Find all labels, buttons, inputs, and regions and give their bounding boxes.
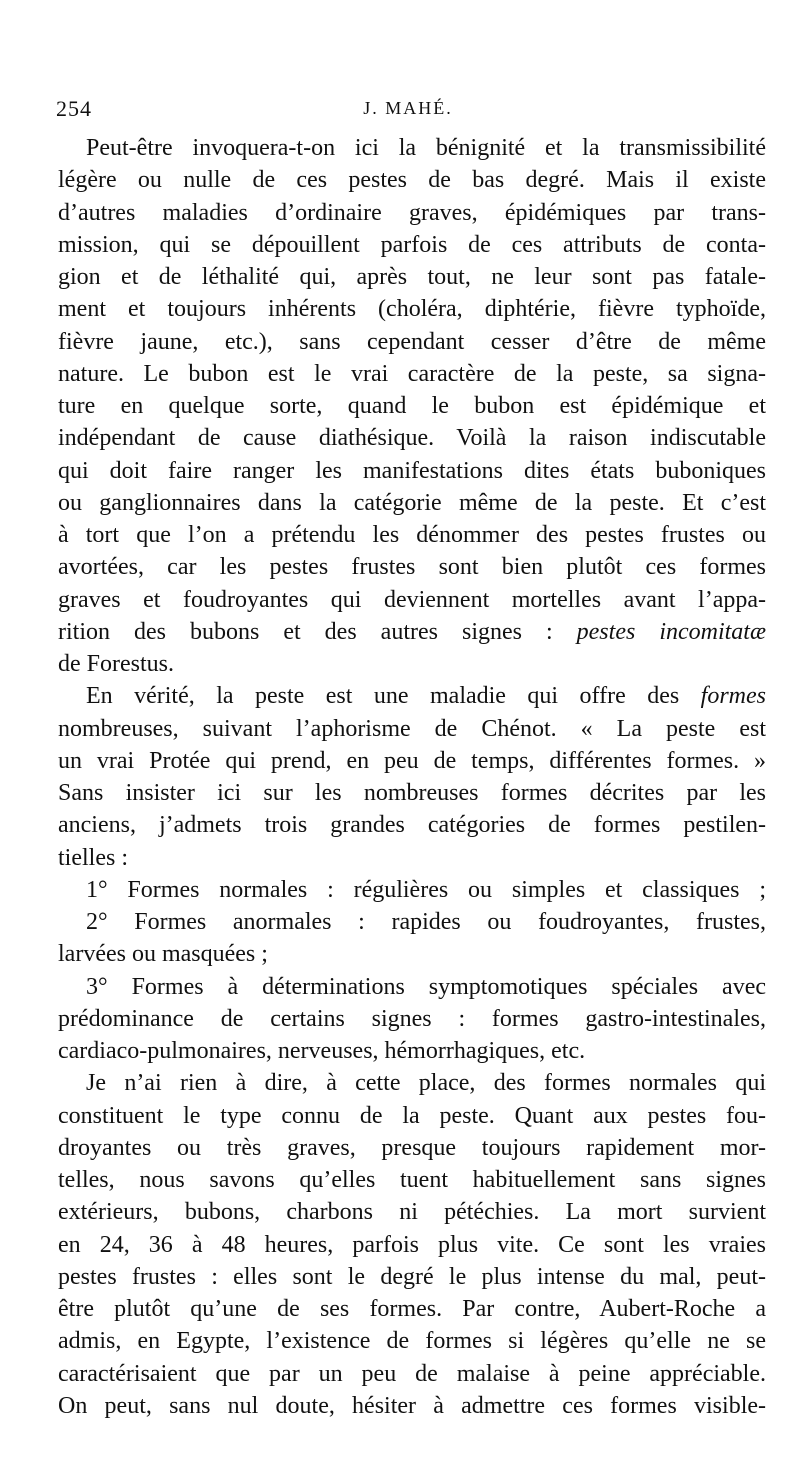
- text-line-with-italic: [58, 680, 766, 712]
- text-line: prédominance de certains signes : formes gastro-intestinales,: [58, 1005, 766, 1032]
- text-line: à tort que l’on a prétendu les dénommer des pestes frustes ou: [58, 522, 766, 548]
- text-line: ment et toujours inhérents (choléra, diphtérie, fièvre typhoïde,: [58, 296, 766, 323]
- text-line: constituent le type connu de la peste. Quant aux pestes fou-: [58, 1102, 766, 1129]
- text-line: pestes frustes : elles sont le degré le plus intense du mal, peut-: [58, 1263, 766, 1290]
- list-item-3: 3° Formes à déterminations symptomotiques spéciales avec: [86, 973, 766, 1000]
- page-number: 254: [56, 96, 92, 121]
- italic-term: pestes incomitatæ: [576, 618, 766, 645]
- text-line: Sans insister ici sur les nombreuses formes décrites par les: [58, 780, 766, 806]
- text-line: avortées, car les pestes frustes sont bien plutôt ces formes: [58, 554, 766, 581]
- text-line: cardiaco-pulmonaires, nerveuses, hémorrhagiques, etc.: [58, 1038, 586, 1064]
- text-line-with-italic: [58, 616, 766, 648]
- text-line: larvées ou masquées ;: [58, 941, 268, 968]
- text-line: admis, en Egypte, l’existence de formes si légères qu’elle ne se: [58, 1328, 766, 1355]
- text-line: un vrai Protée qui prend, en peu de temps, différentes formes. »: [58, 747, 766, 774]
- text-line: être plutôt qu’une de ses formes. Par contre, Aubert-Roche a: [58, 1296, 766, 1322]
- list-item-1: 1° Formes normales : régulières ou simples et classiques ;: [86, 876, 766, 903]
- body-text: [58, 132, 766, 1422]
- text-line: caractérisaient que par un peu de malaise à peine appréciable.: [58, 1360, 766, 1387]
- text-line: nombreuses, suivant l’aphorisme de Chénot. « La peste est: [58, 715, 766, 742]
- text-line: d’autres maladies d’ordinaire graves, épidémiques par trans-: [58, 199, 766, 226]
- running-head: J. MAHÉ.: [363, 98, 453, 118]
- text-line: On peut, sans nul doute, hésiter à admettre ces formes visible-: [58, 1392, 766, 1419]
- text-line: ou ganglionnaires dans la catégorie même de la peste. Et c’est: [58, 489, 766, 516]
- text-line: de Forestus.: [58, 651, 174, 677]
- text-line: mission, qui se dépouillent parfois de ces attributs de conta-: [58, 231, 766, 258]
- text-segment: rition des bubons et des autres signes :: [58, 618, 577, 645]
- text-line: ture en quelque sorte, quand le bubon est épidémique et: [58, 393, 766, 419]
- text-line: graves et foudroyantes qui deviennent mortelles avant l’appa-: [58, 586, 766, 613]
- text-line: Je n’ai rien à dire, à cette place, des formes normales qui: [86, 1070, 766, 1097]
- text-line: tielles :: [58, 844, 128, 871]
- text-line: légère ou nulle de ces pestes de bas degré. Mais il existe: [58, 167, 766, 194]
- text-line: indépendant de cause diathésique. Voilà la raison indiscutable: [58, 425, 766, 452]
- text-line: qui doit faire ranger les manifestations dites états buboniques: [58, 457, 766, 484]
- page-header: [52, 96, 764, 126]
- text-line: anciens, j’admets trois grandes catégories de formes pestilen-: [58, 812, 766, 839]
- text-line: extérieurs, bubons, charbons ni pétéchies. La mort survient: [58, 1199, 766, 1226]
- text-line: fièvre jaune, etc.), sans cependant cesser d’être de même: [58, 328, 766, 355]
- text-line: nature. Le bubon est le vrai caractère de la peste, sa signa-: [58, 360, 766, 387]
- list-item-2: 2° Formes anormales : rapides ou foudroyantes, frustes,: [86, 909, 766, 935]
- text-line: Peut-être invoquera-t-on ici la bénignité et la transmissibilité: [86, 135, 766, 161]
- text-segment: En vérité, la peste est une maladie qui offre des: [86, 683, 701, 710]
- text-line: gion et de léthalité qui, après tout, ne leur sont pas fatale-: [58, 264, 766, 290]
- text-line: droyantes ou très graves, presque toujours rapidement mor-: [58, 1134, 766, 1161]
- text-line: telles, nous savons qu’elles tuent habituellement sans signes: [58, 1167, 766, 1193]
- italic-term: formes: [700, 683, 766, 710]
- text-line: en 24, 36 à 48 heures, parfois plus vite. Ce sont les vraies: [58, 1231, 766, 1258]
